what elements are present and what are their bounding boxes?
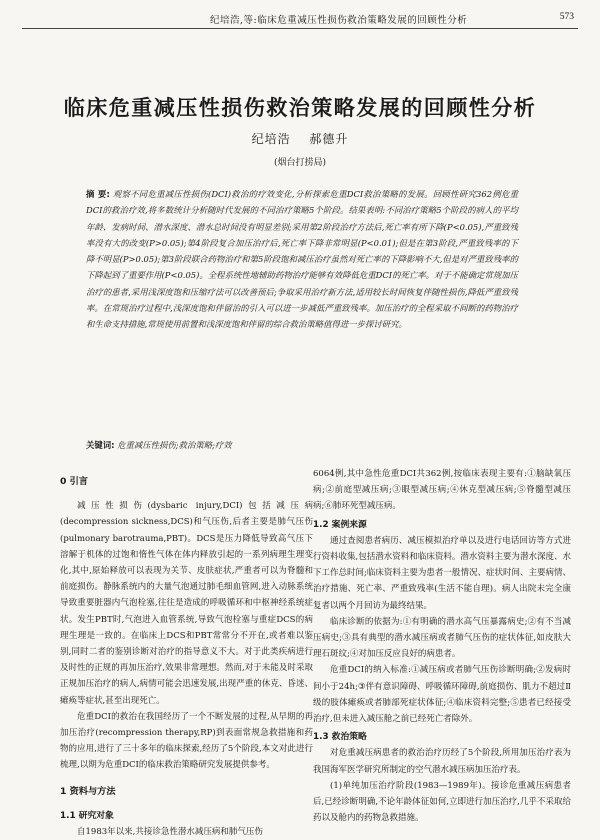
therapy-heading: 1.3 救治策略 — [313, 732, 367, 743]
abstract — [86, 186, 518, 333]
subject-paragraph: 自1983年以来,共接诊急性潜水减压病和肺气压伤 — [77, 827, 263, 838]
abstract-text: 观察不同危重减压性损伤(DCI)救治的疗效变化,分析探索危重DCI救治策略的发展。回顾性研究362例危重DCI的救治疗效,将多数统计分析随时代发展的不同治疗策略5个阶段。结果表明:不同治疗策略5个阶段的病人的平均年龄、发病时间、潜水深度、潜水总时间没有明显差别;采用第2阶段治疗方法后,死亡率有所下降(P<0.05),严重致残率没有大的改变(P>0.05);第4阶段复合加压治疗后,死亡率下降非常明显(P<0.01);但是在第3阶段,严重致残率的下降不明显(P>0.05);第3阶段联合药物治疗和第5阶段饱和减压治疗虽然对死亡率的下降影响不大,但是对严重致残率的下降起到了重要作用(P<0.05)。全程系统性地辅助药物治疗能够有效降低危重DCI的死亡率。对于不能确定常规加压治疗的患者,采用浅深度饱和压缩疗法可以改善预后;争取采用治疗新方法,适用较长时间恢复伴随性损伤,降低严重致残率。在常规治疗过程中,浅深度饱和伴留治的引入可以进一步减低严重致残率。加压治疗的全程采取不间断的药物治疗和生命支持措施,常规使用前置和浅深度饱和伴留的综合救治策略值得进一步探讨研究。 — [86, 189, 519, 330]
methods-heading: 1 资料与方法 — [60, 785, 116, 797]
body-paragraph: 危重DCI的纳入标准:①减压病或者肺气压伤诊断明确;②发病时间小于24h;③伴有意识障碍、呼吸循环障碍,前庭损伤、肌力不超过Ⅱ级的肢体瘫痪或者肺部死症状体征;④临床资料完整;⑤患者已经接受治疗,但未进入减压舱之前已经死亡者除外。 — [313, 665, 571, 725]
subject-heading: 1.1 研究对象 — [60, 810, 114, 821]
body-paragraph: 通过查阅患者病历、减压模拟治疗单以及进行电话回访等方式进行资料收集,包括潜水资料和临床资料。潜水资料主要为潜水深度、水下工作总时间;临床资料主要为患者一般情况、症状时间、主要病情、治疗措施、死亡率、严重致残率(生活不能自理)。病人出院未完全康复者以两个月回访为最终结果。 — [313, 535, 571, 611]
page-number: 573 — [559, 12, 574, 22]
keywords-text: 危重减压性损伤;救治策略;疗效 — [117, 440, 232, 450]
intro-heading: 0 引言 — [60, 476, 88, 487]
running-title: 纪培浩,等:临床危重减压性损伤救治策略发展的回顾性分析 — [210, 15, 468, 26]
running-header — [22, 6, 578, 29]
body-paragraph: 临床诊断的依据为:①有明确的潜水高气压暴露病史;②有不当减压病史;③具有典型的潜水减压病或者肺气压伤的症状体征,如皮肤大理石斑纹;④对加压反应良好的病患者。 — [313, 616, 571, 660]
left-column — [60, 466, 313, 840]
abstract-label: 摘 要: — [86, 189, 110, 199]
author-list: 纪培浩 郝德升 — [251, 132, 349, 146]
body-paragraph: (1)单纯加压治疗阶段(1983—1989年)。接诊危重减压病患者后,已经诊断明确,不论年龄体征如何,立即进行加压治疗,几乎不采取给药以及舱内的药物急救措施。 — [313, 780, 571, 824]
paper-title: 临床危重减压性损伤救治策略发展的回顾性分析 — [63, 96, 537, 120]
body-paragraph: 对危重减压病患者的救治治疗历经了5个阶段,所用加压治疗表为我国海军医学研究所制定的空气潜水减压病加压治疗表。 — [313, 748, 571, 775]
right-column — [313, 466, 571, 826]
body-paragraph: 6064例,其中急性危重DCI共362例,按临床表现主要有:①脑缺氧压病;②前庭型减压病;③眼型减压病;④休克型减压病;⑤脊髓型减压病;⑥肺环死型减压病。 — [313, 469, 571, 512]
intro-paragraph: 危重DCI的救治在我国经历了一个不断发展的过程,从早期的再加压治疗(recompression therapy,RP)到表面常规急救措施和药物的应用,进行了三十多年的临床探索,经历了5个阶段,本文对此进行梳理,以期为危重DCI的临床救治策略研究发展提供参考。 — [60, 711, 313, 771]
case-heading: 1.2 案例来源 — [313, 519, 367, 530]
affiliation: (烟台打捞局) — [273, 158, 327, 168]
intro-paragraph: 减压性损伤(dysbaric injury,DCI)包括减压病(decompression sickness,DCS)和气压伤,后者主要是肺气压伤(pulmonary barotrauma,PBT)。DCS是压力降低导致高气压下溶解于机体的过饱和惰性气体在体内释放引起的一系列病理生理变化,其中,原始释放可以表现为关节、皮肤症状,严重者可以为脊髓和前庭损伤。静脉系统内的大量气泡通过肺毛细血管网,进入动脉系统导致重要脏器内气泡栓塞,往往是造成的呼吸循环和中枢神经系统症状。发生PBT时,气泡进入血管系统,导致气泡栓塞与重症DCS的病理生理是一致的。在临床上DCS和PBT常常分不开在,或者难以鉴别,同时二者的鉴别诊断对治疗的指导意义不大。对于此类疾病进行及时性的正规的再加压治疗,效果非常理想。然而,对于未能及时采取正规加压治疗的病人,病情可能会迅速发展,出现严重的休克、昏迷、瘫痪等症状,甚至出现死亡。 — [60, 501, 313, 706]
keywords-label: 关键词: — [86, 440, 115, 450]
keywords — [86, 437, 518, 453]
